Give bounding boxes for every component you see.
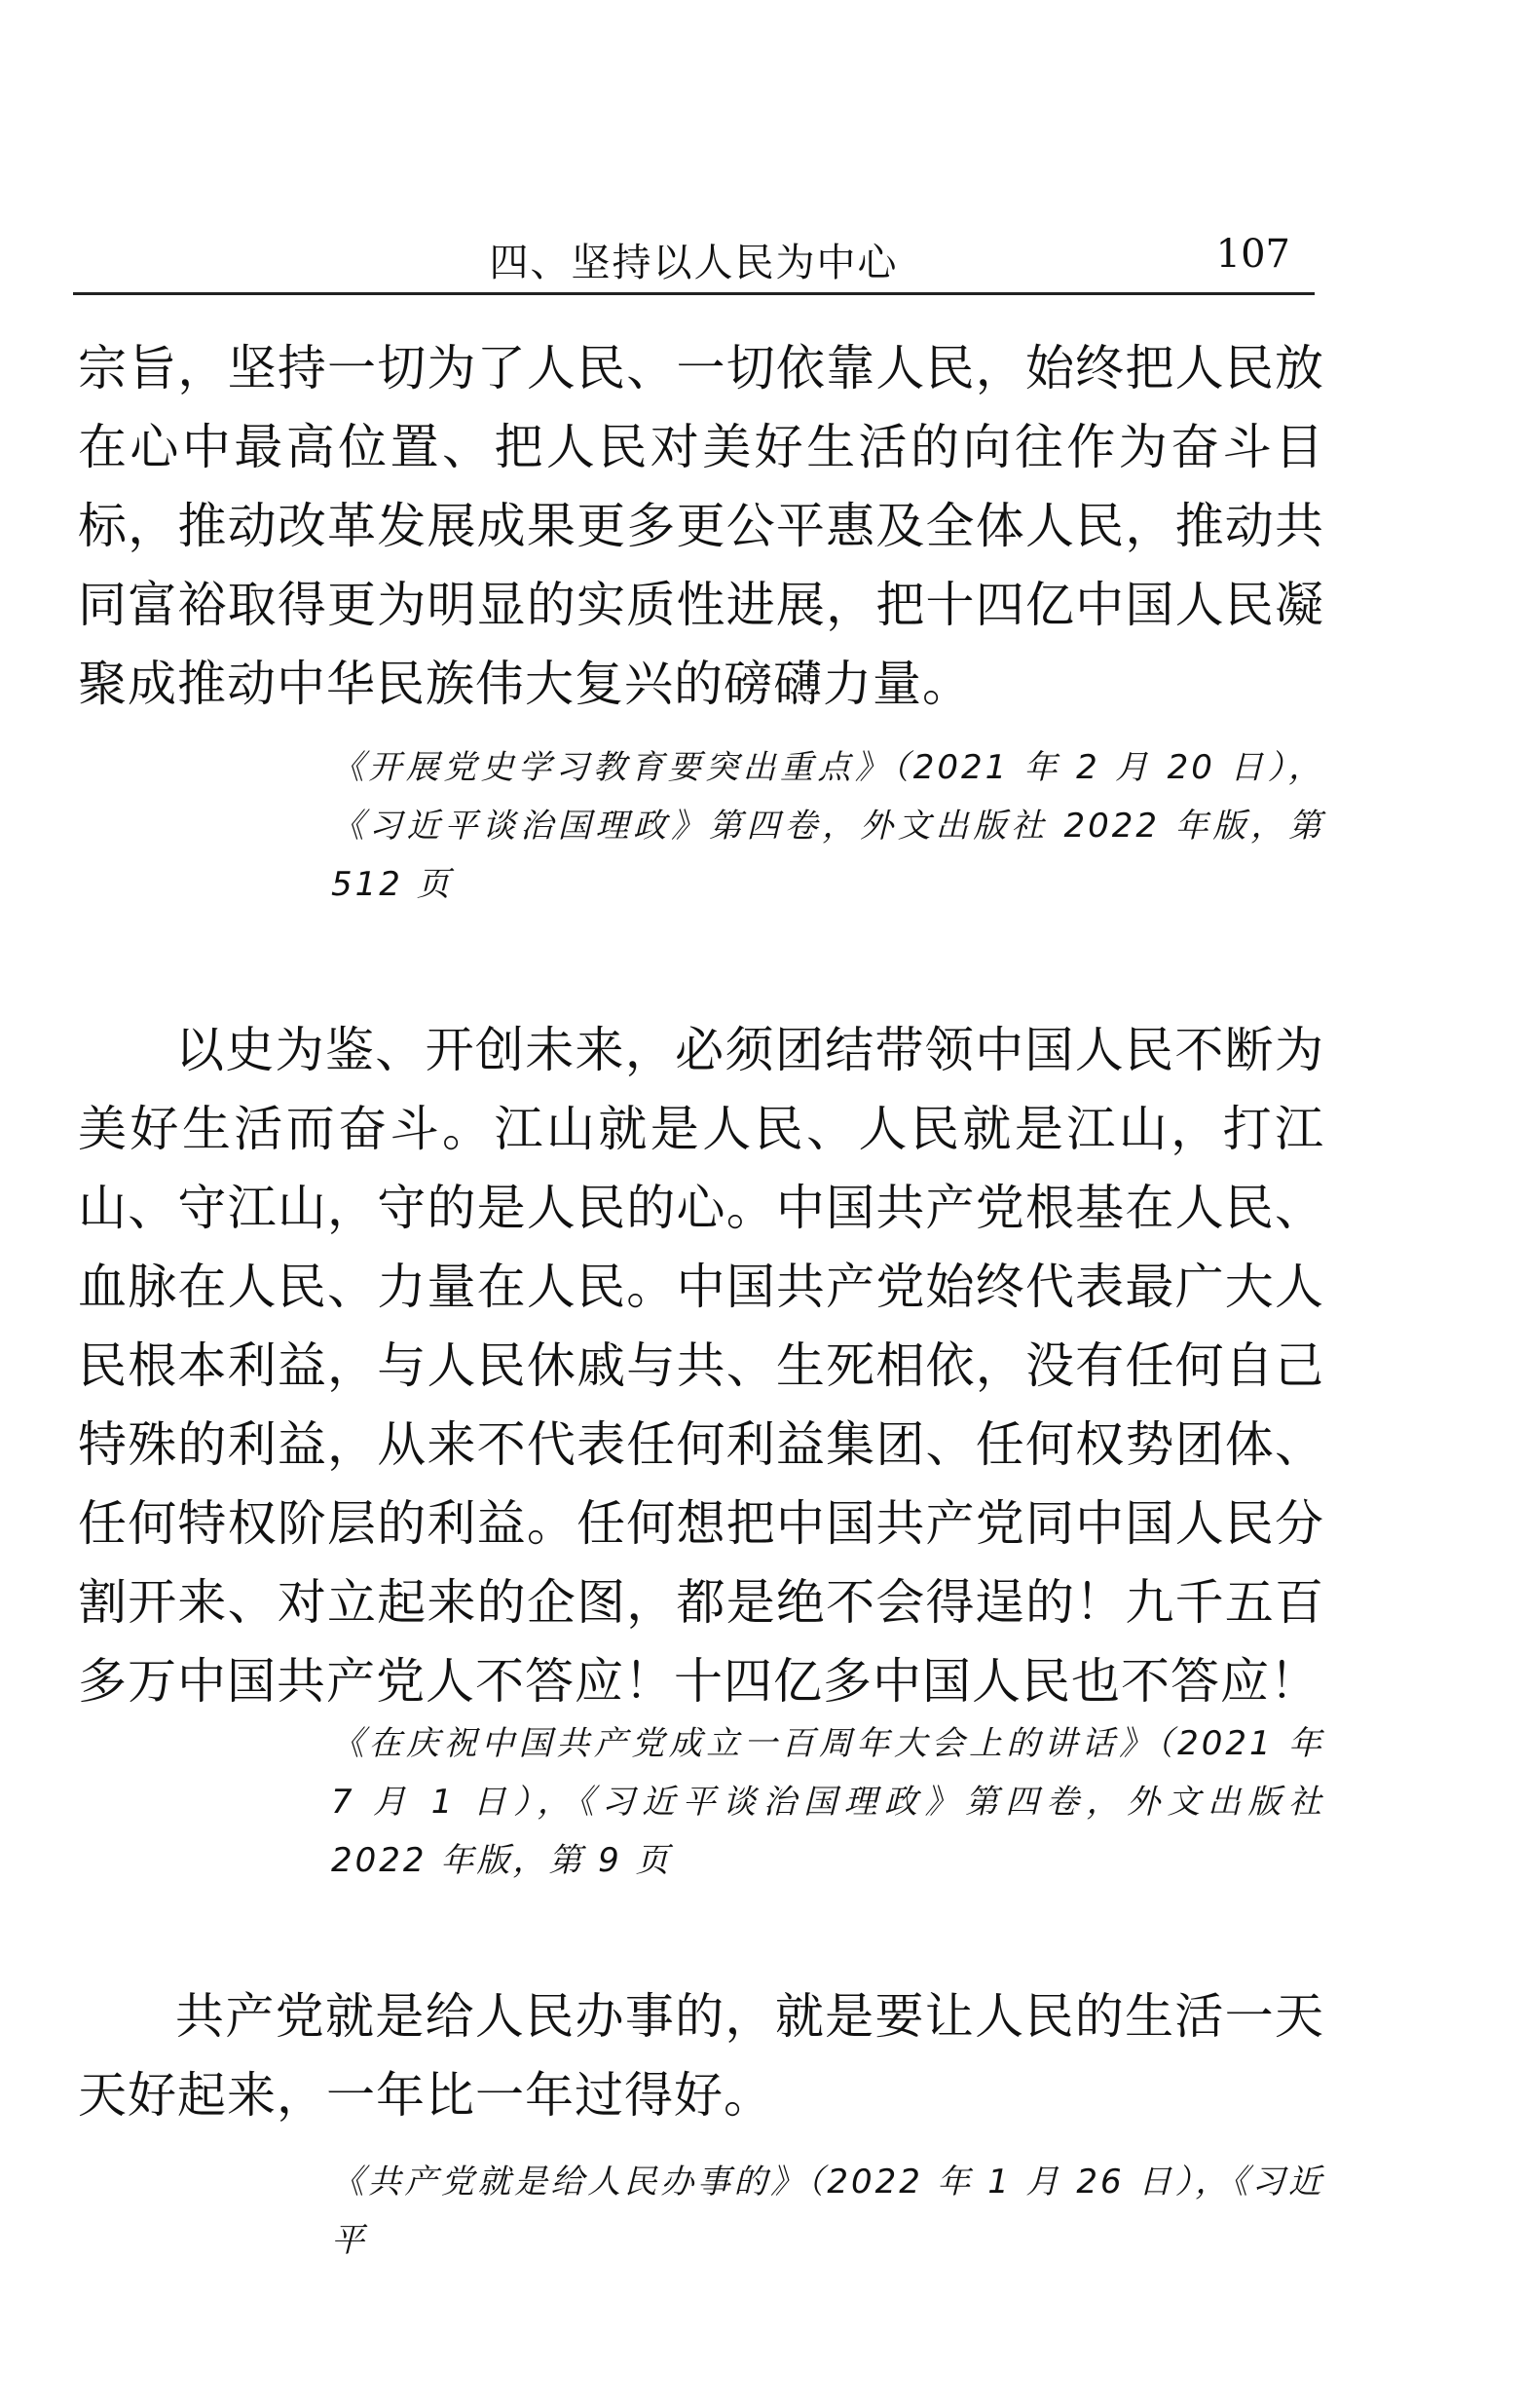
running-header: [73, 224, 1315, 295]
page-number: 107: [1215, 232, 1290, 277]
paragraph-2: 以史为鉴、开创未来，必须团结带领中国人民不断为美好生活而奋斗。江山就是人民、人民就是江山，打江山、守江山，守的是人民的心。中国共产党根基在人民、血脉在人民、力量在人民。中国共产党始终代表最广大人民根本利益，与人民休戚与共、生死相依，没有任何自己特殊的利益，从来不代表任何利益集团、任何权势团体、任何特权阶层的利益。任何想把中国共产党同中国人民分割开来、对立起来的企图，都是绝不会得逞的！九千五百多万中国共产党人不答应！十四亿多中国人民也不答应！: [78, 1022, 1324, 1710]
paragraph-3: 共产党就是给人民办事的，就是要让人民的生活一天天好起来，一年比一年过得好。: [78, 1988, 1324, 2124]
chapter-title: 四、坚持以人民为中心: [489, 241, 899, 285]
paragraph-1: 宗旨，坚持一切为了人民、一切依靠人民，始终把人民放在心中最高位置、把人民对美好生活的向往作为奋斗目标，推动改革发展成果更多更公平惠及全体人民，推动共同富裕取得更为明显的实质性进展，把十四亿中国人民凝聚成推动中华民族伟大复兴的磅礴力量。: [78, 340, 1324, 712]
citation-3: 《共产党就是给人民办事的》（2022 年 1 月 26 日），《习近平: [331, 2163, 1324, 2260]
citation-2: 《在庆祝中国共产党成立一百周年大会上的讲话》（2021 年 7 月 1 日），《习近平谈治国理政》第四卷，外文出版社 2022 年版，第 9 页: [331, 1724, 1324, 1880]
citation-1: 《开展党史学习教育要突出重点》（2021 年 2 月 20 日），《习近平谈治国理政》第四卷，外文出版社 2022 年版，第 512 页: [331, 748, 1324, 904]
